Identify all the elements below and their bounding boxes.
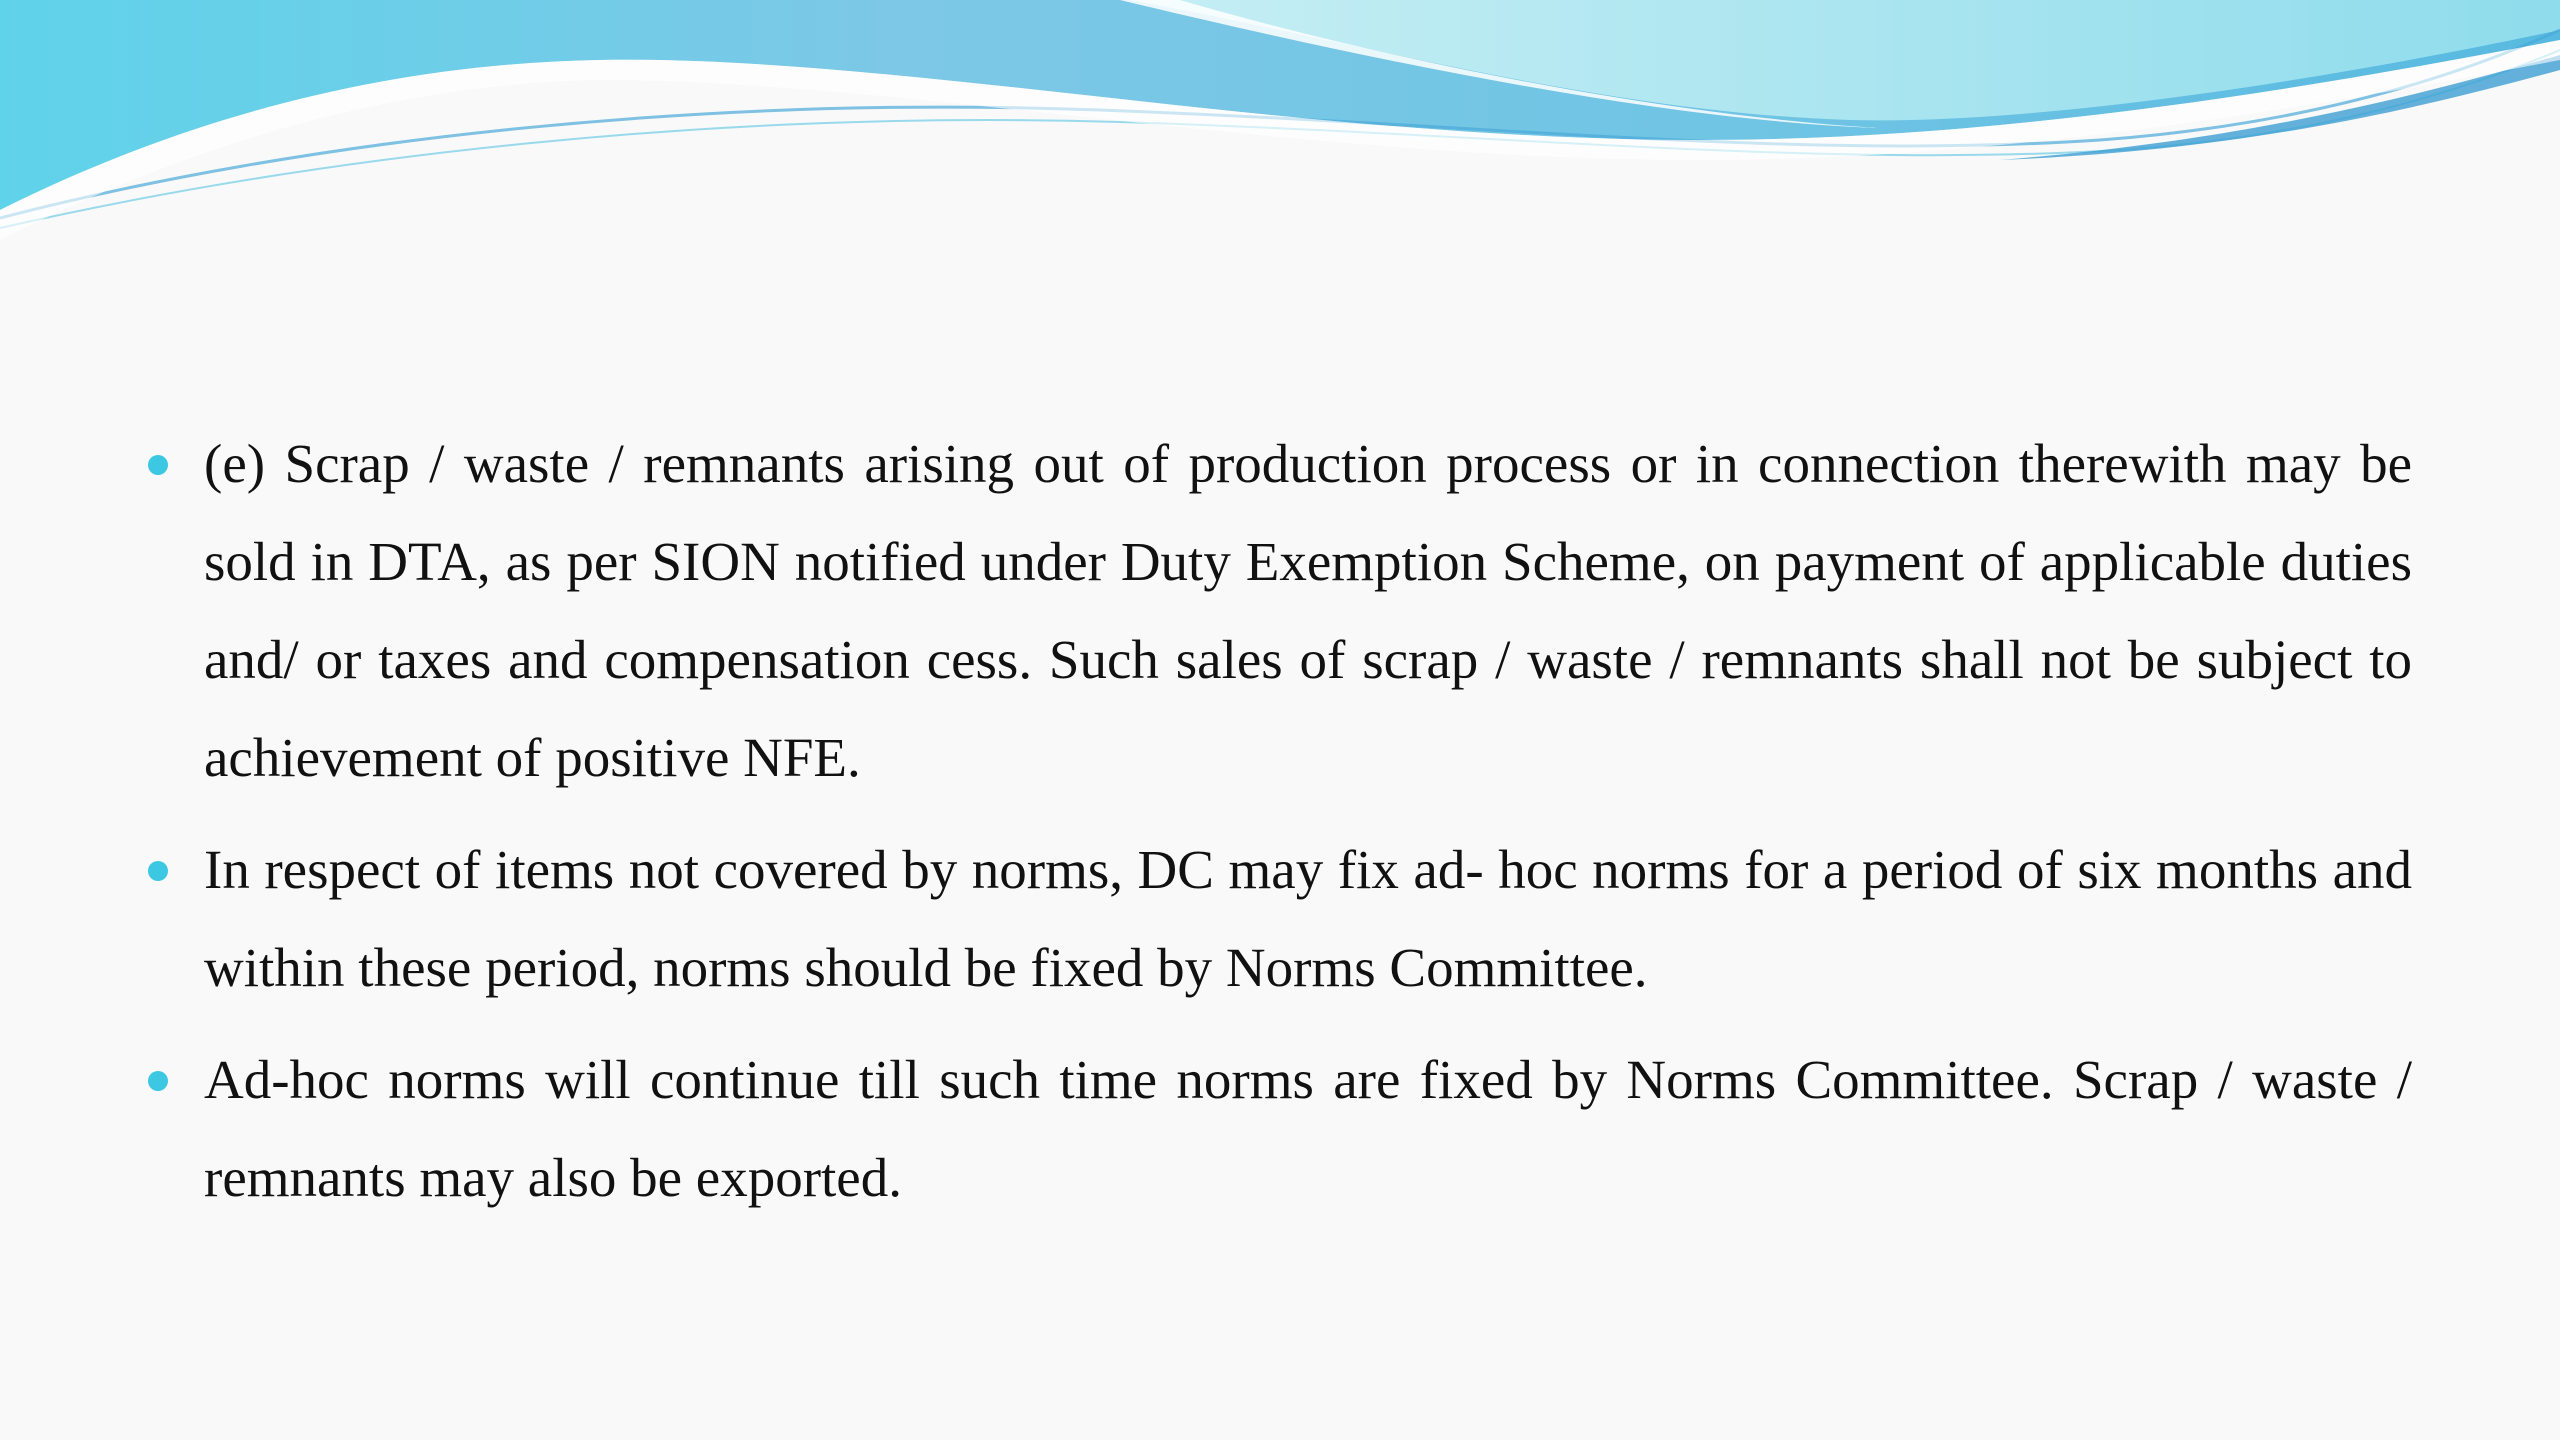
bullet-text: Ad-hoc norms will continue till such time norms are fixed by Norms Committee. Scrap / waste / remnants may also be exported. (204, 1049, 2412, 1208)
header-wave-decoration (0, 0, 2560, 240)
slide-body (140, 415, 2412, 1241)
bullet-dot-icon (148, 455, 168, 475)
list-item (140, 1031, 2412, 1227)
bullet-list (140, 415, 2412, 1227)
bullet-dot-icon (148, 861, 168, 881)
list-item (140, 415, 2412, 807)
bullet-text: (e) Scrap / waste / remnants arising out of production process or in connection therewith may be sold in DTA, as per SION notified under Duty Exemption Scheme, on payment of applicable duties and/ or taxes and compensation cess. Such sales of scrap / waste / remnants shall not be subject to achievement of positive NFE. (204, 433, 2412, 788)
bullet-dot-icon (148, 1071, 168, 1091)
bullet-text: In respect of items not covered by norms, DC may fix ad- hoc norms for a period of six months and within these period, norms should be fixed by Norms Committee. (204, 839, 2412, 998)
list-item (140, 821, 2412, 1017)
